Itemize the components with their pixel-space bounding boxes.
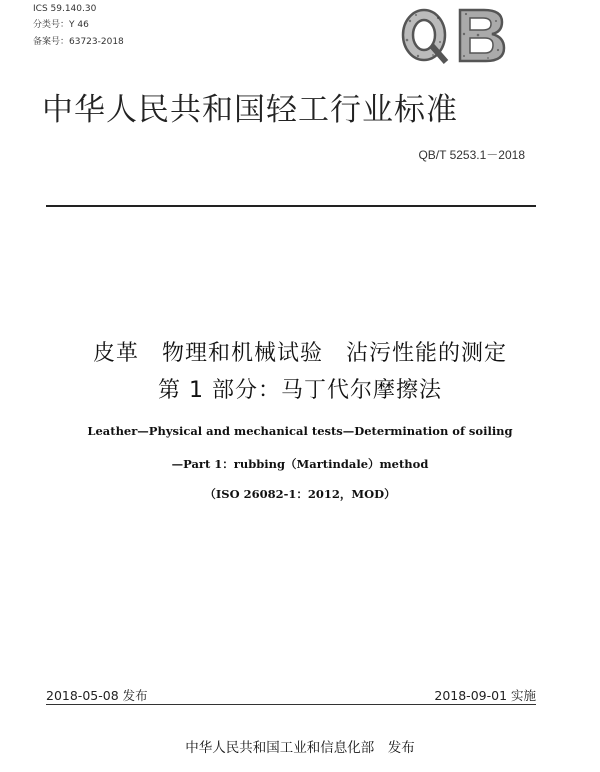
english-title-line-2: —Part 1：rubbing（Martindale）method: [171, 457, 429, 471]
classification-number: 分类号：Y 46: [33, 20, 89, 30]
chinese-title-line-2: 第 1 部分：马丁代尔摩擦法: [158, 378, 442, 403]
record-number: 备案号：63723-2018: [33, 37, 124, 47]
publisher: 中华人民共和国工业和信息化部 发布: [185, 740, 415, 756]
standard-category-title: 中华人民共和国轻工行业标准: [42, 92, 458, 128]
iso-reference: （ISO 26082-1：2012，MOD）: [204, 487, 396, 501]
ics-code: ICS 59.140.30: [33, 4, 97, 14]
header-divider: [46, 205, 536, 207]
english-title-line-1: Leather—Physical and mechanical tests—Determination of soiling: [87, 424, 513, 438]
chinese-title-line-1: 皮革 物理和机械试验 沾污性能的测定: [92, 341, 507, 366]
footer-divider: [46, 704, 536, 705]
standard-number: QB/T 5253.1－2018: [418, 148, 525, 162]
implementation-date: 2018-09-01 实施: [434, 688, 536, 703]
qb-logo-icon: [398, 6, 508, 64]
issue-date: 2018-05-08 发布: [46, 688, 148, 703]
